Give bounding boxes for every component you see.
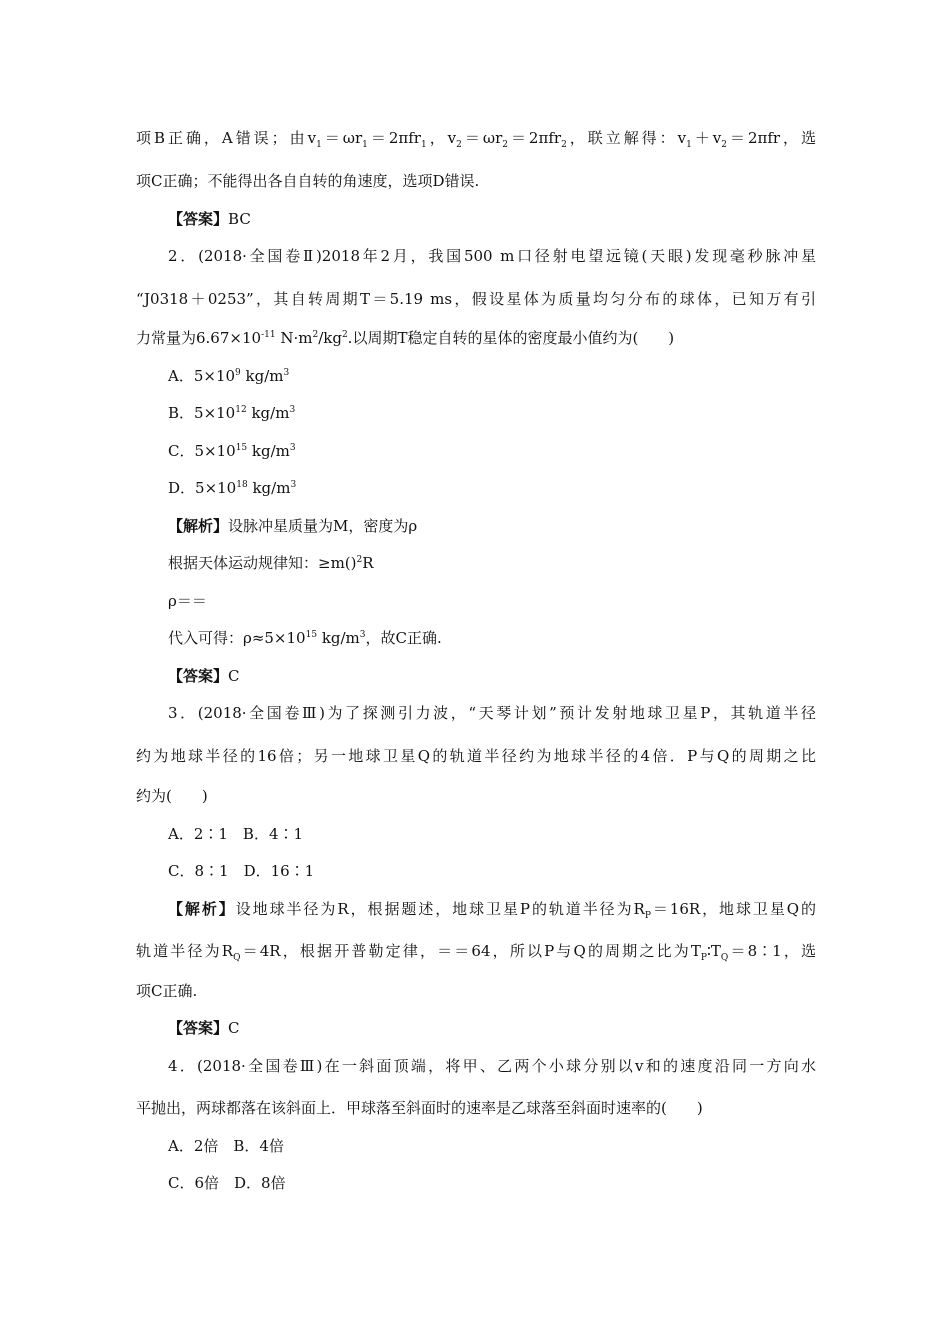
- superscript: 3: [289, 405, 296, 415]
- q1-analysis-line-1: [136, 128, 816, 148]
- q1-answer: [168, 209, 816, 229]
- text: /kg: [318, 329, 342, 347]
- text: D．5×10: [168, 479, 237, 497]
- q1-analysis-line-2: 项C正确；不能得出各自自转的角速度，选项D错误.: [136, 172, 480, 190]
- text: 设地球半径为R，根据题述，地球卫星P的轨道半径为R: [235, 900, 645, 918]
- superscript: 2: [341, 330, 348, 340]
- superscript: 18: [236, 480, 248, 490]
- superscript: -11: [261, 330, 276, 340]
- subscript: 1: [316, 140, 322, 150]
- answer-tag: 【答案】: [168, 210, 229, 228]
- superscript: 3: [290, 480, 297, 490]
- q2-analysis: [168, 516, 816, 536]
- superscript: 9: [235, 368, 241, 378]
- text: R: [362, 554, 374, 572]
- q3-stem-line-2: 约为地球半径的16倍；另一地球卫星Q的轨道半径约为地球半径的4倍．P与Q的周期之比: [136, 747, 816, 765]
- q3-options-cd: C．8∶1 D．16∶1: [168, 862, 315, 880]
- text: 项B正确，A错误；由v: [136, 129, 317, 147]
- text: ∶T: [706, 942, 721, 960]
- text: kg/m: [246, 404, 290, 422]
- superscript: 12: [235, 405, 247, 415]
- analysis-tag: 【解析】: [168, 900, 236, 918]
- subscript: 2: [561, 140, 567, 150]
- q3-analysis-line-2: [136, 941, 816, 961]
- q4-options-ab: A．2倍 B．4倍: [168, 1137, 284, 1155]
- superscript: 2: [312, 330, 319, 340]
- superscript: 3: [359, 630, 366, 640]
- text: ，v: [426, 129, 457, 147]
- text: N·m: [275, 329, 313, 347]
- q3-analysis-line-1: [168, 899, 816, 919]
- q3-analysis-line-3: 项C正确.: [136, 982, 198, 1000]
- superscript: 2: [356, 555, 363, 565]
- subscript: 2: [502, 140, 508, 150]
- text: ＝ωr: [461, 129, 503, 147]
- q2-stem-line-3: [136, 328, 816, 348]
- answer-value: C: [228, 1019, 240, 1037]
- text: C．5×10: [168, 442, 236, 460]
- text: ＋v: [691, 129, 722, 147]
- q3-stem-line-3: 约为( ): [136, 787, 208, 805]
- superscript: 3: [289, 443, 296, 453]
- answer-value: BC: [228, 210, 251, 228]
- answer-tag: 【答案】: [168, 667, 229, 685]
- subscript: 1: [362, 140, 368, 150]
- text: ＝ωr: [321, 129, 363, 147]
- q2-option-c: [168, 441, 816, 461]
- text: ，联立解得：v: [566, 129, 687, 147]
- text: 根据天体运动规律知：≥m(): [168, 554, 357, 572]
- subscript: 2: [456, 140, 462, 150]
- text: ＝2πfr: [367, 129, 421, 147]
- q2-option-b: [168, 403, 816, 423]
- answer-value: C: [228, 667, 240, 685]
- subscript: Q: [720, 953, 729, 963]
- subscript: Q: [233, 953, 241, 963]
- text: 轨道半径为R: [136, 942, 234, 960]
- text: kg/m: [247, 442, 290, 460]
- text: A．5×10: [168, 367, 236, 385]
- q3-options-ab: A．2∶1 B．4∶1: [168, 825, 304, 843]
- subscript: P: [644, 911, 651, 921]
- q2-substitution: [168, 628, 816, 648]
- superscript: 15: [305, 630, 318, 640]
- q2-rho: ρ＝＝: [168, 592, 207, 610]
- superscript: 3: [283, 368, 290, 378]
- subscript: 1: [420, 140, 427, 150]
- text: ，故C正确.: [365, 629, 442, 647]
- text: .以周期T稳定自转的星体的密度最小值约为( ): [347, 329, 675, 347]
- subscript: 2: [721, 140, 727, 150]
- q2-option-a: [168, 366, 816, 386]
- analysis-text: 设脉冲星质量为M，密度为ρ: [228, 517, 418, 535]
- q2-option-d: [168, 478, 816, 498]
- q4-stem-line-2: 平抛出，两球都落在该斜面上．甲球落至斜面时的速率是乙球落至斜面时速率的( ): [136, 1099, 703, 1117]
- superscript: 15: [235, 443, 248, 453]
- text: kg/m: [247, 479, 291, 497]
- subscript: 1: [686, 140, 692, 150]
- text: ＝2πfr: [507, 129, 562, 147]
- q3-stem-line-1: 3．(2018·全国卷Ⅲ)为了探测引力波，“天琴计划”预计发射地球卫星P，其轨道半径: [168, 704, 816, 722]
- q2-stem-line-1: 2．(2018·全国卷Ⅱ)2018年2月，我国500 m口径射电望远镜(天眼)发现毫秒脉冲星: [168, 247, 816, 265]
- text: 代入可得：ρ≈5×10: [168, 629, 306, 647]
- q4-options-cd: C．6倍 D．8倍: [168, 1174, 286, 1192]
- analysis-tag: 【解析】: [168, 517, 229, 535]
- q2-answer: [168, 666, 816, 686]
- text: ＝2πfr，选: [727, 129, 817, 147]
- text: kg/m: [240, 367, 284, 385]
- text: 力常量为6.67×10: [136, 329, 262, 347]
- q2-stem-line-2: “J0318＋0253”，其自转周期T＝5.19 ms，假设星体为质量均匀分布的球体，已知万有引: [136, 290, 816, 308]
- text: B．5×10: [168, 404, 236, 422]
- text: ＝16R，地球卫星Q的: [650, 900, 816, 918]
- q4-stem-line-1: 4．(2018·全国卷Ⅲ)在一斜面顶端，将甲、乙两个小球分别以v和的速度沿同一方向水: [168, 1057, 816, 1075]
- subscript: P: [700, 953, 707, 963]
- text: ＝8∶1，选: [728, 942, 816, 960]
- text: kg/m: [317, 629, 360, 647]
- text: ＝4R，根据开普勒定律，＝＝64，所以P与Q的周期之比为T: [240, 942, 701, 960]
- answer-tag: 【答案】: [168, 1019, 229, 1037]
- q3-answer: [168, 1018, 816, 1038]
- q2-law: [168, 553, 816, 573]
